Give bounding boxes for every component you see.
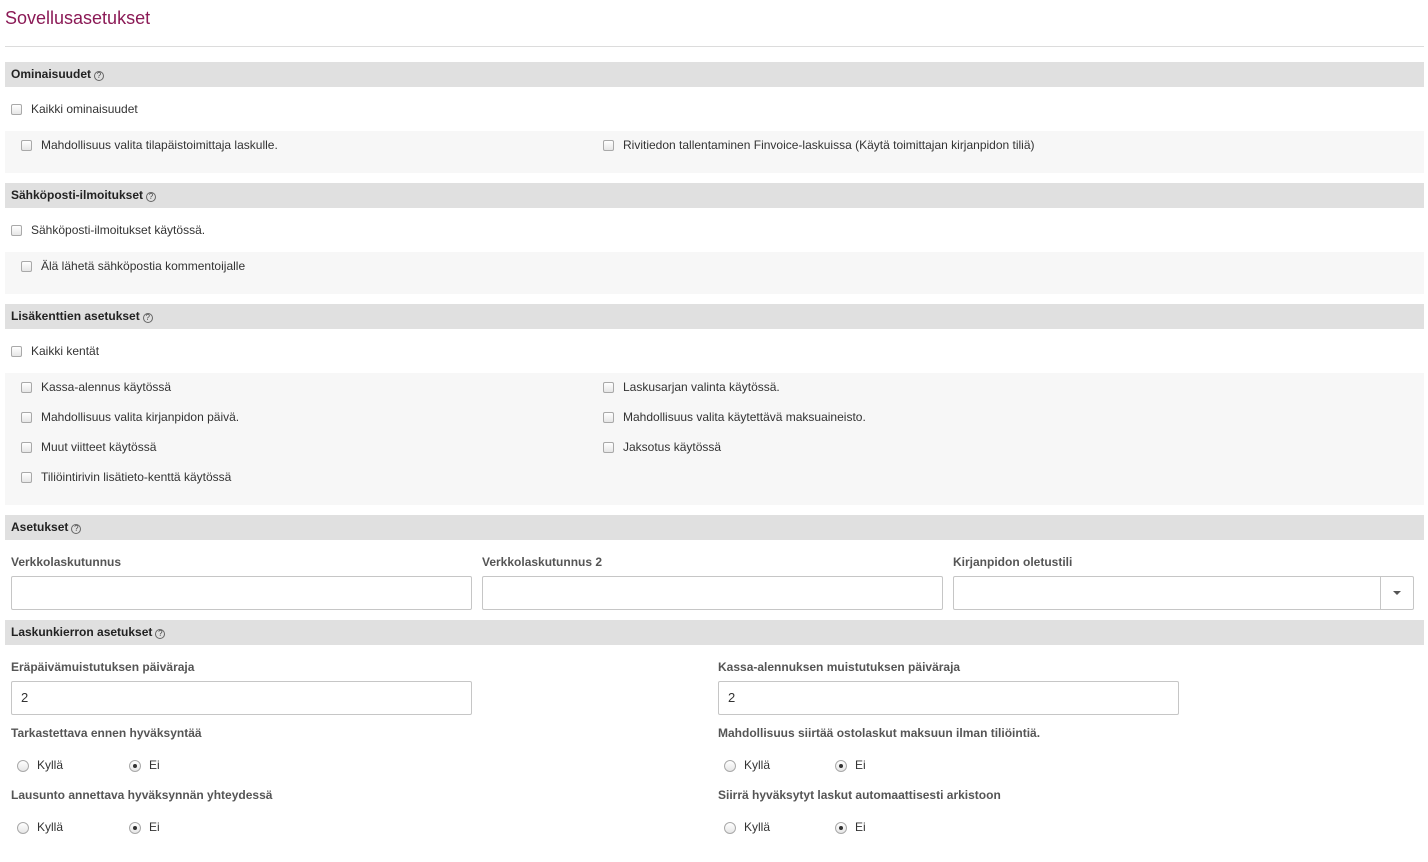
checkbox-label: Kassa-alennus käytössä [41, 380, 172, 394]
field-label: Verkkolaskutunnus [11, 555, 122, 569]
section-title: Asetukset [11, 520, 69, 534]
section-title: Lisäkenttien asetukset [11, 309, 140, 323]
field-label: Eräpäivämuistutuksen päiväraja [11, 660, 195, 674]
checkbox[interactable] [603, 412, 614, 423]
checkbox[interactable] [21, 472, 32, 483]
radio-group-review[interactable] [17, 758, 177, 772]
checkbox[interactable] [21, 382, 32, 393]
radio-yes[interactable] [724, 822, 736, 834]
checkbox[interactable] [603, 442, 614, 453]
page-title: Sovellusasetukset [5, 8, 151, 28]
radio-no[interactable] [129, 822, 141, 834]
due-reminder-input[interactable]: 2 [11, 681, 472, 715]
einvoice-address-2-input[interactable] [482, 576, 943, 610]
radio-label: Ei [149, 820, 160, 834]
checkbox[interactable] [21, 442, 32, 453]
field-label: Tarkastettava ennen hyväksyntää [11, 726, 202, 740]
checkbox-label: Mahdollisuus valita tilapäistoimittaja laskulle. [41, 138, 278, 152]
help-icon[interactable]: ? [143, 313, 153, 323]
radio-label: Kyllä [37, 758, 64, 772]
help-icon[interactable]: ? [146, 192, 156, 202]
section-header-extra-fields [5, 304, 1424, 329]
radio-group-statement[interactable] [17, 820, 177, 834]
checkbox-label: Rivitiedon tallentaminen Finvoice-laskuissa (Käytä toimittajan kirjanpidon tiliä) [623, 138, 1035, 152]
field-label: Verkkolaskutunnus 2 [482, 555, 603, 569]
checkbox-label: Kaikki kentät [31, 344, 100, 358]
checkbox-label: Jaksotus käytössä [623, 440, 722, 454]
help-icon[interactable]: ? [155, 629, 165, 639]
radio-no[interactable] [835, 822, 847, 834]
section-header-email [5, 183, 1424, 208]
default-account-select[interactable] [953, 576, 1414, 610]
checkbox[interactable] [21, 261, 32, 272]
radio-yes[interactable] [17, 822, 29, 834]
checkbox-label: Tiliöintirivin lisätieto-kenttä käytössä [41, 470, 232, 484]
radio-no[interactable] [835, 760, 847, 772]
checkbox[interactable] [603, 382, 614, 393]
field-label: Lausunto annettava hyväksynnän yhteydessä [11, 788, 273, 802]
checkbox-label: Kaikki ominaisuudet [31, 102, 138, 116]
checkbox-label: Laskusarjan valinta käytössä. [623, 380, 780, 394]
caret-down-icon [1393, 591, 1401, 595]
radio-yes[interactable] [724, 760, 736, 772]
section-header-settings [5, 515, 1424, 540]
title-divider [5, 46, 1424, 47]
checkbox[interactable] [11, 346, 22, 357]
field-label: Kirjanpidon oletustili [953, 555, 1073, 569]
radio-label: Kyllä [744, 758, 771, 772]
discount-reminder-input[interactable]: 2 [718, 681, 1179, 715]
checkbox[interactable] [603, 140, 614, 151]
radio-label: Kyllä [744, 820, 771, 834]
section-header-features [5, 62, 1424, 87]
section-header-circulation [5, 620, 1424, 645]
checkbox-label: Sähköposti-ilmoitukset käytössä. [31, 223, 206, 237]
section-title: Sähköposti-ilmoitukset [11, 188, 144, 202]
checkbox-label: Älä lähetä sähköpostia kommentoijalle [41, 259, 246, 273]
checkbox-label: Mahdollisuus valita kirjanpidon päivä. [41, 410, 240, 424]
field-label: Mahdollisuus siirtää ostolaskut maksuun ilman tiliöintiä. [718, 726, 1041, 740]
checkbox-label: Mahdollisuus valita käytettävä maksuaineisto. [623, 410, 866, 424]
checkbox-label: Muut viitteet käytössä [41, 440, 157, 454]
checkbox[interactable] [21, 412, 32, 423]
radio-label: Ei [149, 758, 160, 772]
radio-no[interactable] [129, 760, 141, 772]
field-label: Siirrä hyväksytyt laskut automaattisesti arkistoon [718, 788, 1001, 802]
section-title: Laskunkierron asetukset [11, 625, 153, 639]
radio-label: Kyllä [37, 820, 64, 834]
dropdown-button[interactable] [1380, 577, 1413, 609]
radio-label: Ei [855, 758, 866, 772]
radio-label: Ei [855, 820, 866, 834]
checkbox[interactable] [11, 104, 22, 115]
checkbox[interactable] [11, 225, 22, 236]
help-icon[interactable]: ? [71, 524, 81, 534]
radio-group-pay-without-posting[interactable] [724, 758, 884, 772]
radio-yes[interactable] [17, 760, 29, 772]
help-icon[interactable]: ? [94, 71, 104, 81]
field-label: Kassa-alennuksen muistutuksen päiväraja [718, 660, 961, 674]
radio-group-auto-archive[interactable] [724, 820, 884, 834]
checkbox[interactable] [21, 140, 32, 151]
section-title: Ominaisuudet [11, 67, 92, 81]
einvoice-address-input[interactable] [11, 576, 472, 610]
